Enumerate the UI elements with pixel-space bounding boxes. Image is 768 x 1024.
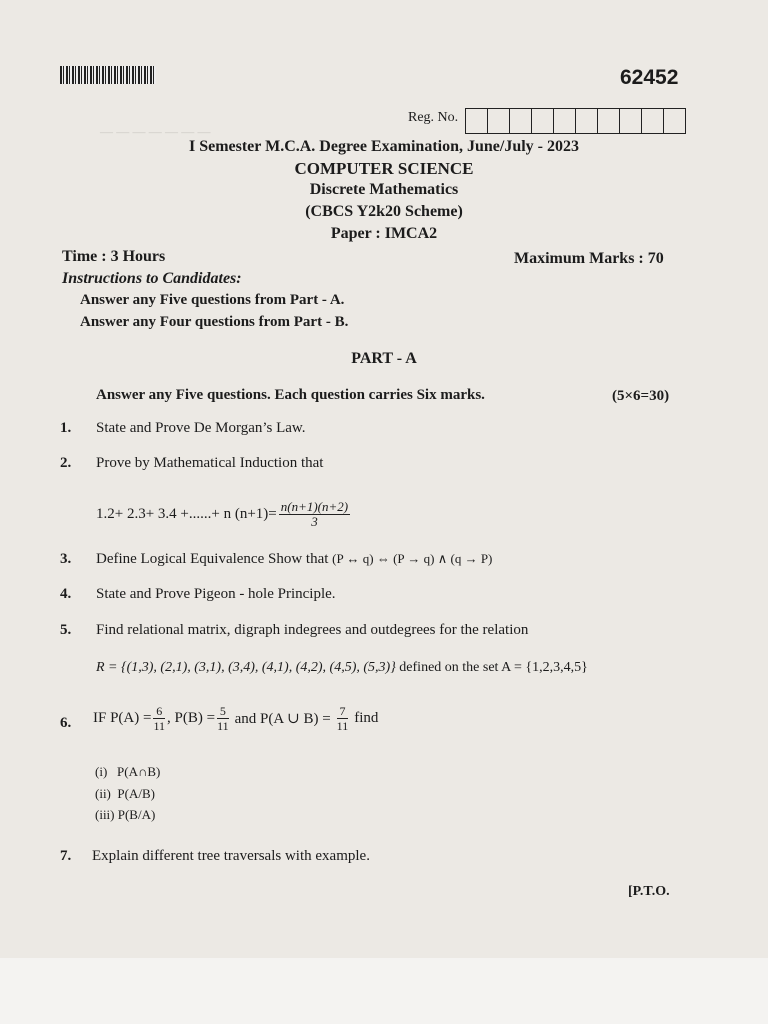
fraction-numerator: n(n+1)(n+2) bbox=[280, 499, 349, 514]
sub-question: (i) P(A∩B) bbox=[95, 764, 161, 779]
probability-fraction bbox=[337, 704, 349, 733]
reg-box bbox=[620, 109, 642, 133]
question-number: 7. bbox=[60, 848, 72, 864]
domain-set: A = {1,2,3,4,5} bbox=[501, 660, 588, 675]
formula-lhs: 1.2+ 2.3+ 3.4 +......+ n (n+1)= bbox=[96, 506, 277, 522]
sub-question: (iii) P(B/A) bbox=[95, 807, 156, 822]
bleed-through-text: — — — — — — — bbox=[100, 124, 211, 139]
probability-question bbox=[93, 704, 378, 733]
reg-box bbox=[488, 109, 510, 133]
question-number: 4. bbox=[60, 586, 72, 602]
reg-box bbox=[510, 109, 532, 133]
question-text: IF P(A) = bbox=[93, 710, 152, 726]
question-number: 2. bbox=[60, 455, 72, 471]
question-text: and P(A ∪ B) = bbox=[234, 711, 331, 727]
scheme: (CBCS Y2k20 Scheme) bbox=[305, 203, 463, 220]
question-number: 3. bbox=[60, 551, 72, 567]
reg-box bbox=[664, 109, 685, 133]
equivalence-formula: (P ↔ q) ⇔ (P → q) ∧ (q → P) bbox=[332, 551, 493, 566]
instruction-line: Answer any Five questions from Part - A. bbox=[80, 292, 345, 308]
question-text-main: Define Logical Equivalence Show that bbox=[96, 551, 329, 567]
reg-box bbox=[576, 109, 598, 133]
fraction-numerator: 6 bbox=[153, 704, 165, 719]
paper-name: Paper : IMCA2 bbox=[330, 225, 438, 242]
question-text: Find relational matrix, digraph indegrees and outdegrees for the relation bbox=[96, 622, 529, 638]
fraction-denominator: 11 bbox=[153, 719, 166, 733]
fraction-denominator: 3 bbox=[311, 514, 318, 529]
paper-code: 62452 bbox=[620, 66, 679, 89]
question-text: find bbox=[354, 710, 379, 726]
relation-set: R = {(1,3), (2,1), (3,1), (3,4), (4,1), (4,2), (4,5), (5,3)} bbox=[96, 660, 396, 675]
subject: Discrete Mathematics bbox=[309, 181, 459, 198]
fraction-numerator: 7 bbox=[337, 704, 349, 719]
question-text: State and Prove De Morgan’s Law. bbox=[96, 420, 306, 436]
maximum-marks: Maximum Marks : 70 bbox=[514, 250, 664, 267]
question-text: Prove by Mathematical Induction that bbox=[96, 455, 324, 471]
page-turn-marker: [P.T.O. bbox=[628, 884, 670, 899]
reg-box bbox=[642, 109, 664, 133]
part-a-marks: (5×6=30) bbox=[612, 388, 670, 404]
question-text bbox=[96, 551, 492, 568]
question-number: 1. bbox=[60, 420, 72, 436]
induction-formula bbox=[96, 500, 352, 529]
probability-fraction bbox=[217, 704, 229, 733]
instruction-line: Answer any Four questions from Part - B. bbox=[80, 314, 349, 330]
sub-question: (ii) P(A/B) bbox=[95, 786, 155, 801]
instructions-heading: Instructions to Candidates: bbox=[62, 270, 242, 287]
time-allowed: Time : 3 Hours bbox=[62, 248, 166, 265]
question-number: 6. bbox=[60, 715, 72, 731]
formula-fraction bbox=[279, 500, 350, 529]
reg-box bbox=[598, 109, 620, 133]
relation-set-text: defined on the set bbox=[399, 660, 499, 675]
exam-title: I Semester M.C.A. Degree Examination, June/July - 2023 bbox=[188, 138, 580, 155]
question-text: , P(B) = bbox=[167, 710, 216, 726]
relation-definition bbox=[96, 660, 588, 676]
scan-margin bbox=[0, 958, 768, 1024]
question-number: 5. bbox=[60, 622, 72, 638]
reg-no-label: Reg. No. bbox=[408, 110, 459, 125]
probability-fraction bbox=[153, 704, 165, 733]
reg-box bbox=[554, 109, 576, 133]
reg-no-boxes bbox=[465, 108, 686, 134]
reg-box bbox=[532, 109, 554, 133]
part-a-instruction: Answer any Five questions. Each question carries Six marks. bbox=[96, 387, 485, 403]
question-text: Explain different tree traversals with example. bbox=[92, 848, 370, 864]
question-text: State and Prove Pigeon - hole Principle. bbox=[96, 586, 336, 602]
part-a-heading: PART - A bbox=[351, 350, 417, 367]
fraction-numerator: 5 bbox=[217, 704, 229, 719]
fraction-denominator: 11 bbox=[217, 719, 229, 733]
barcode bbox=[60, 66, 156, 84]
fraction-denominator: 11 bbox=[336, 719, 349, 733]
department: COMPUTER SCIENCE bbox=[294, 159, 474, 178]
reg-box bbox=[466, 109, 488, 133]
